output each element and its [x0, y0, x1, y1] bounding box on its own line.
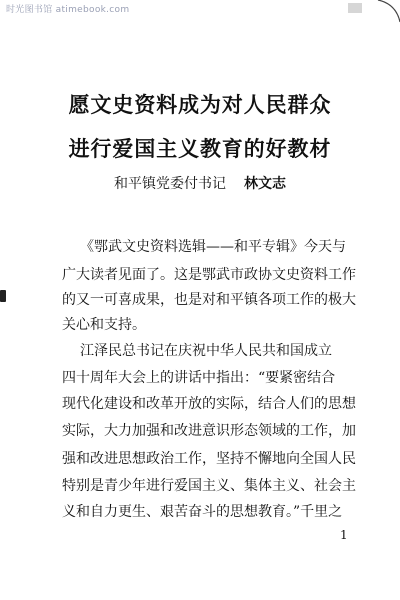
article-title-line-1: 愿文史资料成为对人民群众 — [68, 92, 332, 117]
page-number: 1 — [340, 528, 348, 542]
article-title-line-2: 进行爱国主义教育的好教材 — [68, 136, 332, 161]
author-role: 和平镇党委付书记 — [114, 176, 226, 192]
paragraph-1-line-3: 的又一可喜成果，也是对和平镇各项工作的极大 — [62, 292, 356, 308]
watermark: 时光图书馆 atimebook.com — [6, 5, 130, 15]
paragraph-2-line-4: 实际，大力加强和改进意识形态领域的工作，加 — [62, 423, 356, 439]
paragraph-1-line-1: 《鄂武文史资料选辑——和平专辑》今天与 — [80, 239, 346, 255]
paragraph-2-line-1: 江泽民总书记在庆祝中华人民共和国成立 — [80, 343, 332, 359]
page-corner-curl — [370, 0, 400, 30]
paragraph-1-line-2: 广大读者见面了。这是鄂武市政协文史资料工作 — [62, 267, 356, 283]
paragraph-2-line-3: 现代化建设和改革开放的实际，结合人们的思想 — [62, 396, 356, 412]
paragraph-2-line-6: 特别是青少年进行爱国主义、集体主义、社会主 — [62, 478, 356, 494]
byline — [0, 173, 400, 193]
paragraph-2-line-7: 义和自力更生、艰苦奋斗的思想教育。”千里之 — [62, 504, 343, 520]
paragraph-1-line-4: 关心和支持。 — [62, 317, 146, 333]
paragraph-2-line-2: 四十周年大会上的讲话中指出：“要紧密结合 — [62, 370, 336, 386]
paragraph-2-line-5: 强和改进思想政治工作，坚持不懈地向全国人民 — [62, 451, 356, 467]
margin-mark — [0, 290, 6, 302]
scan-artifact — [348, 3, 362, 13]
author-name: 林文志 — [244, 176, 286, 192]
